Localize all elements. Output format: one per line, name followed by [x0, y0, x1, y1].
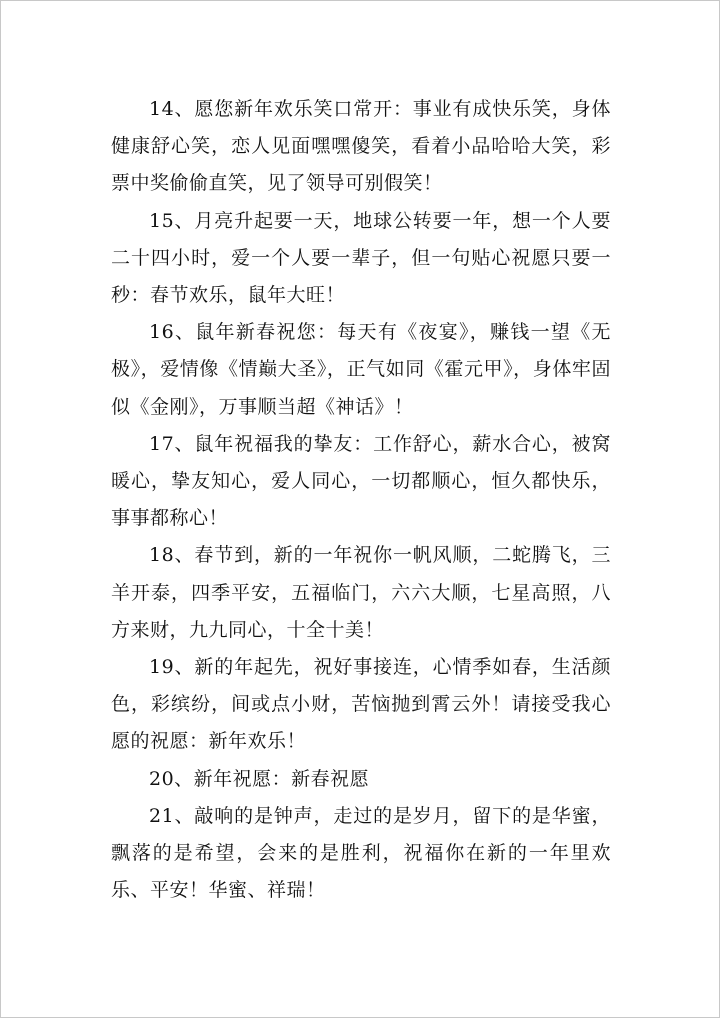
paragraph-19: 19、新的年起先，祝好事接连，心情季如春，生活颜色，彩缤纷，间或点小财，苦恼抛到霄云外！请接受我心愿的祝愿：新年欢乐！ — [111, 656, 611, 753]
document-body — [111, 91, 611, 909]
paragraph-14: 14、愿您新年欢乐笑口常开：事业有成快乐笑，身体健康舒心笑，恋人见面嘿嘿傻笑，看着小品哈哈大笑，彩票中奖偷偷直笑，见了领导可别假笑！ — [111, 98, 611, 195]
paragraph-15: 15、月亮升起要一天，地球公转要一年，想一个人要二十四小时，爱一个人要一辈子，但一句贴心祝愿只要一秒：春节欢乐，鼠年大旺！ — [111, 209, 611, 307]
paragraph-20: 20、新年祝愿：新春祝愿 — [149, 767, 370, 790]
paragraph-21: 21、敲响的是钟声，走过的是岁月，留下的是华蜜，飘落的是希望，会来的是胜利，祝福你在新的一年里欢乐、平安！华蜜、祥瑞！ — [111, 804, 611, 902]
paragraph-17: 17、鼠年祝福我的挚友：工作舒心，薪水合心，被窝暖心，挚友知心，爱人同心，一切都顺心，恒久都快乐，事事都称心！ — [111, 432, 611, 530]
paragraph-18: 18、春节到，新的一年祝你一帆风顺，二蛇腾飞，三羊开泰，四季平安，五福临门，六六大顺，七星高照，八方来财，九九同心，十全十美！ — [111, 544, 611, 641]
paragraph-16: 16、鼠年新春祝您：每天有《夜宴》，赚钱一望《无极》，爱情像《情巅大圣》，正气如同《霍元甲》，身体牢固似《金刚》，万事顺当超《神话》！ — [111, 321, 611, 418]
